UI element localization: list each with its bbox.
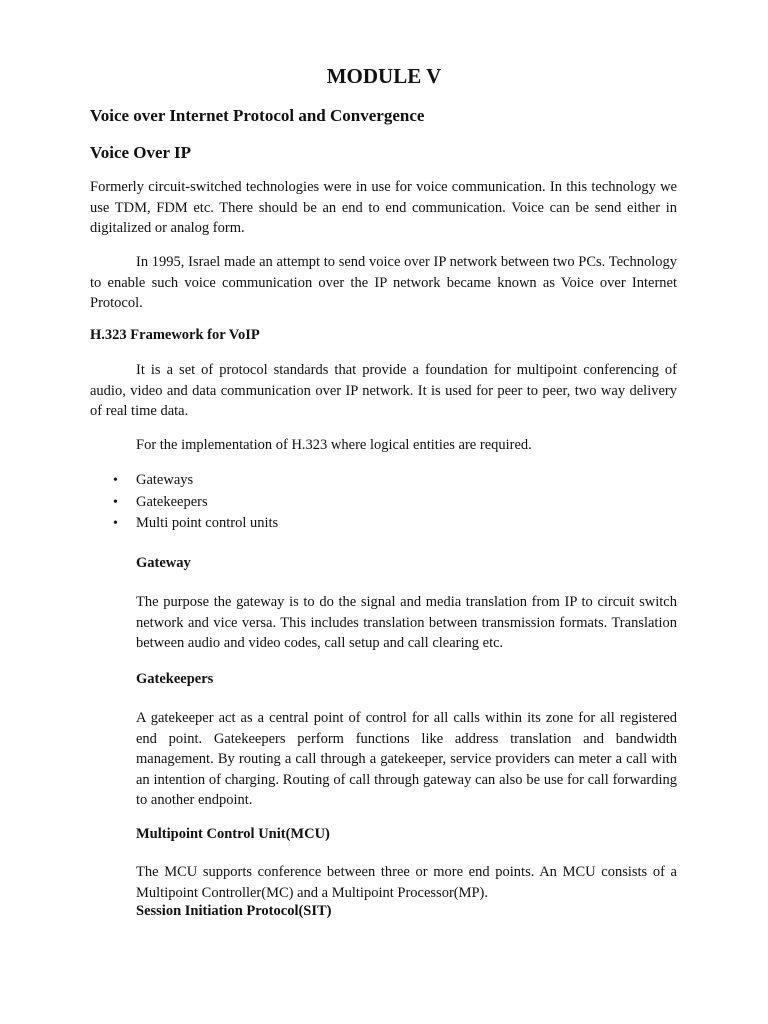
voip-heading: Voice Over IP bbox=[90, 143, 192, 162]
h323-heading: H.323 Framework for VoIP bbox=[90, 327, 260, 343]
gatekeepers-paragraph: A gatekeeper act as a central point of control for all calls within its zone for all registered end point. Gatekeepers perform functions like address translation and bandwidth management. By routing a call through a gatekeeper, service providers can meter a call with an intention of charging. Routing of call through gateway can also be use for call forwarding to another endpoint. bbox=[136, 710, 677, 808]
gateway-heading: Gateway bbox=[136, 555, 191, 571]
bullet-icon: • bbox=[113, 516, 118, 531]
list-item bbox=[90, 513, 278, 535]
list-item-label: Gatekeepers bbox=[136, 493, 208, 510]
bullet-icon: • bbox=[113, 494, 118, 510]
list-item bbox=[90, 492, 278, 514]
mcu-paragraph: The MCU supports conference between three or more end points. An MCU consists of a Multipoint Controller(MC) and a Multipoint Processor(MP). bbox=[136, 864, 677, 901]
mcu-heading: Multipoint Control Unit(MCU) bbox=[136, 826, 330, 842]
gateway-paragraph: The purpose the gateway is to do the signal and media translation from IP to circuit switch network and vice versa. This includes translation between transmission formats. Translation between audio and video codes, call setup and call clearing etc. bbox=[136, 594, 677, 651]
voip-paragraph-1: Formerly circuit-switched technologies were in use for voice communication. In this technology we use TDM, FDM etc. There should be an end to end communication. Voice can be send either in digitalized or analog form. bbox=[90, 179, 677, 236]
bullet-icon: • bbox=[113, 473, 118, 488]
list-item bbox=[90, 470, 278, 492]
sip-heading: Session Initiation Protocol(SIT) bbox=[136, 903, 332, 919]
section-title: Voice over Internet Protocol and Convergence bbox=[90, 106, 425, 125]
voip-paragraph-2: In 1995, Israel made an attempt to send voice over IP network between two PCs. Technology to enable such voice communication over the IP network became known as Voice over Internet Protocol. bbox=[90, 254, 677, 311]
gatekeepers-heading: Gatekeepers bbox=[136, 671, 214, 687]
h323-paragraph-1: It is a set of protocol standards that provide a foundation for multipoint conferencing of audio, video and data communication over IP network. It is used for peer to peer, two way delivery of real time data. bbox=[90, 362, 677, 419]
list-item-label: Gateways bbox=[136, 472, 194, 488]
list-item-label: Multi point control units bbox=[136, 515, 279, 531]
entity-list bbox=[90, 470, 278, 535]
h323-paragraph-2: For the implementation of H.323 where logical entities are required. bbox=[136, 437, 532, 453]
module-title: MODULE V bbox=[326, 64, 442, 88]
